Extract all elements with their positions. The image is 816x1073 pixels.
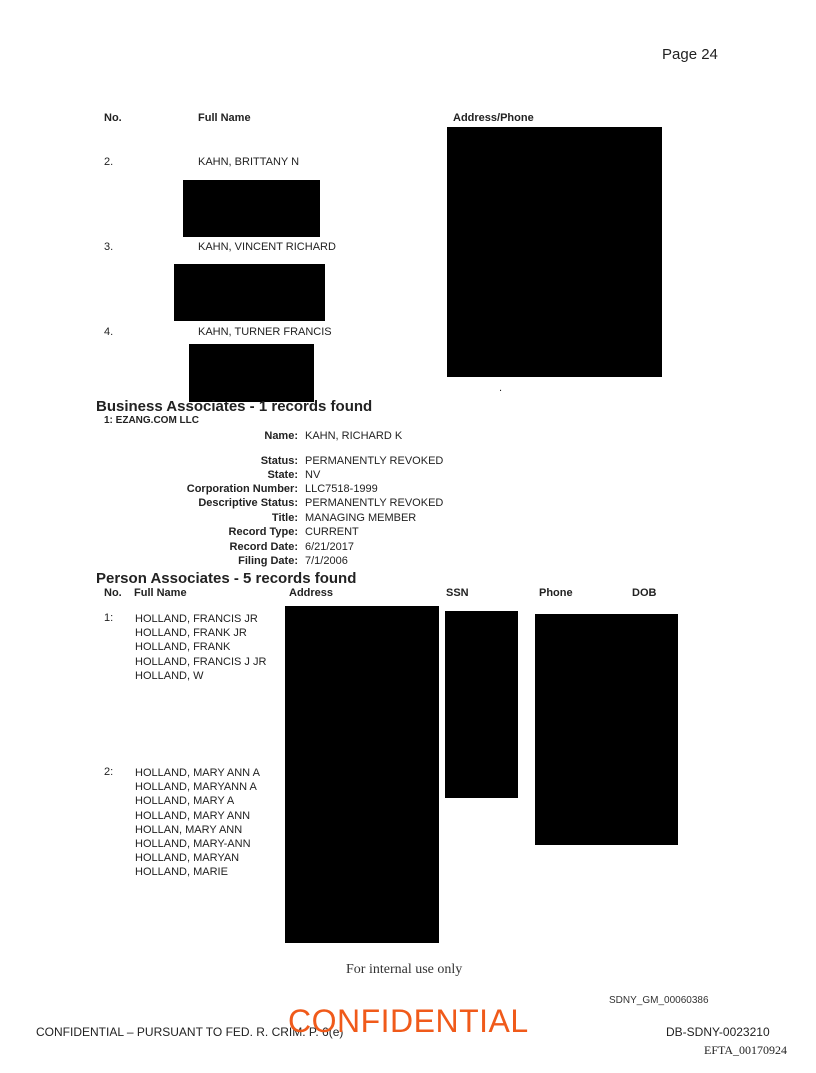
confidential-notice: CONFIDENTIAL – PURSUANT TO FED. R. CRIM. P. 6(e)	[36, 1025, 344, 1039]
column-header-no: No.	[104, 112, 122, 124]
field-value-record-date: 6/21/2017	[305, 541, 354, 553]
relative-row-name: KAHN, BRITTANY N	[198, 156, 300, 168]
column-header-address-phone: Address/Phone	[453, 112, 534, 124]
associate-name: HOLLAND, MARY-ANN	[135, 838, 251, 851]
associate-name: HOLLAND, MARY ANN	[135, 809, 251, 822]
person-associates-title: Person Associates - 5 records found	[96, 570, 357, 587]
redaction-ssn	[445, 611, 518, 798]
associate-row-number: 2:	[104, 766, 114, 778]
field-value-descriptive-status: PERMANENTLY REVOKED	[305, 497, 444, 509]
column-header-phone: Phone	[539, 587, 573, 599]
internal-use-notice: For internal use only	[346, 962, 463, 977]
associate-names	[135, 766, 260, 880]
redaction-address	[285, 606, 439, 943]
associate-names	[135, 612, 266, 683]
field-value-record-type: CURRENT	[305, 526, 359, 538]
associate-name: HOLLAN, MARY ANN	[135, 823, 243, 836]
bates-number-db: DB-SDNY-0023210	[666, 1025, 770, 1039]
column-header-no: No.	[104, 587, 122, 599]
field-value-filing-date: 7/1/2006	[305, 555, 348, 567]
field-label-status: Status:	[260, 455, 298, 467]
field-label-state: State:	[267, 469, 298, 481]
field-label-title: Title:	[271, 512, 298, 524]
redaction-address-phone	[447, 127, 662, 377]
associate-name: HOLLAND, MARYANN A	[135, 781, 257, 794]
redaction-phone-dob	[535, 614, 678, 845]
bates-number-sdny: SDNY_GM_00060386	[609, 995, 709, 1006]
field-value-corporation-number: LLC7518-1999	[305, 483, 378, 495]
column-header-full-name: Full Name	[198, 112, 251, 124]
confidential-stamp: CONFIDENTIAL	[288, 1003, 529, 1039]
page-number: Page 24	[662, 46, 718, 63]
column-header-full-name: Full Name	[134, 587, 187, 599]
associate-name: HOLLAND, MARY A	[135, 795, 235, 808]
associate-name: HOLLAND, FRANCIS J JR	[135, 655, 267, 668]
relative-row-name: KAHN, VINCENT RICHARD	[198, 241, 336, 253]
relative-row-name: KAHN, TURNER FRANCIS	[198, 326, 332, 338]
field-label-descriptive-status: Descriptive Status:	[198, 497, 298, 509]
field-label-record-date: Record Date:	[229, 541, 298, 553]
relative-row-number: 4.	[104, 326, 114, 338]
redaction-block	[174, 264, 325, 321]
relative-row-number: 2.	[104, 156, 114, 168]
column-header-dob: DOB	[632, 587, 657, 599]
bates-number-efta: EFTA_00170924	[704, 1043, 788, 1057]
field-label-record-type: Record Type:	[228, 526, 298, 538]
associate-row-number: 1:	[104, 612, 114, 624]
field-label-name: Name:	[264, 430, 298, 442]
associate-name: HOLLAND, FRANCIS JR	[135, 613, 258, 625]
business-associates-title: Business Associates - 1 records found	[96, 398, 373, 415]
associate-name: HOLLAND, W	[135, 669, 204, 682]
stray-mark: .	[499, 382, 503, 394]
redaction-block	[183, 180, 320, 237]
associate-name: HOLLAND, FRANK JR	[135, 627, 247, 640]
field-label-corporation-number: Corporation Number:	[186, 483, 298, 495]
relative-row-number: 3.	[104, 241, 114, 253]
redaction-block	[189, 344, 314, 402]
associate-name: HOLLAND, MARY ANN A	[135, 767, 260, 779]
associate-name: HOLLAND, FRANK	[135, 641, 231, 654]
field-value-title: MANAGING MEMBER	[305, 512, 417, 524]
field-value-name: KAHN, RICHARD K	[305, 430, 403, 442]
field-value-status: PERMANENTLY REVOKED	[305, 455, 444, 467]
field-value-state: NV	[305, 469, 321, 481]
column-header-ssn: SSN	[446, 587, 469, 599]
associate-name: HOLLAND, MARYAN	[135, 852, 240, 865]
field-label-filing-date: Filing Date:	[238, 555, 298, 567]
column-header-address: Address	[289, 587, 334, 599]
business-entry-title: 1: EZANG.COM LLC	[104, 415, 199, 426]
associate-name: HOLLAND, MARIE	[135, 866, 228, 879]
